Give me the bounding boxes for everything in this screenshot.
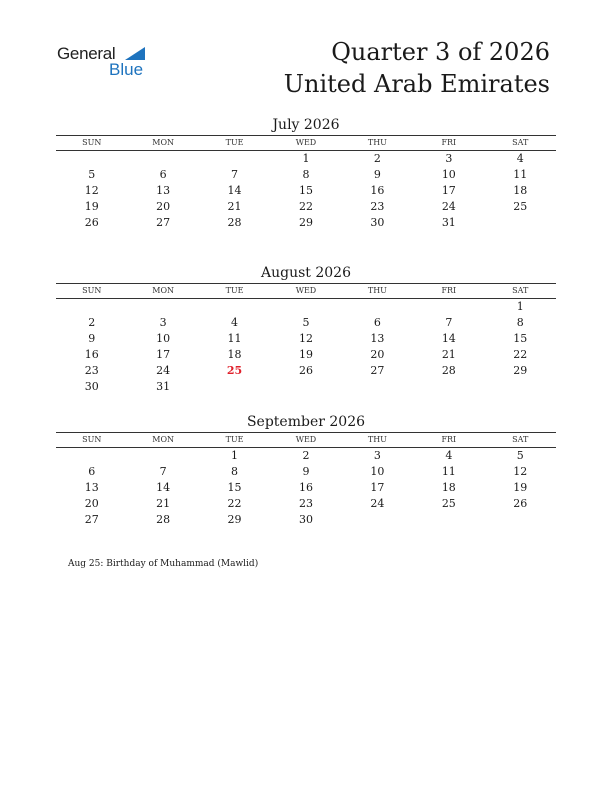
day-cell: 26	[298, 364, 313, 377]
day-cell: 13	[156, 184, 171, 197]
day-cell: 13	[84, 481, 99, 494]
day-cell: 2	[88, 316, 96, 329]
day-cell: 20	[84, 497, 99, 510]
day-cell: 6	[159, 168, 167, 181]
day-cell	[56, 448, 127, 464]
month-title: July 2026	[272, 117, 340, 133]
day-cell: 31	[441, 216, 456, 229]
weekday-label: WED	[295, 286, 317, 295]
day-cell	[56, 151, 127, 167]
day-cell: 2	[302, 449, 310, 462]
day-cell: 16	[370, 184, 385, 197]
day-cell: 11	[513, 168, 528, 181]
day-cell: 12	[298, 332, 313, 345]
day-cell: 22	[513, 348, 528, 361]
day-cell: 7	[231, 168, 239, 181]
week-row	[56, 199, 556, 215]
day-cell	[56, 299, 127, 315]
day-cell	[270, 379, 341, 395]
day-cell	[485, 215, 556, 231]
day-cell	[127, 151, 198, 167]
day-cell	[342, 512, 413, 528]
day-cell: 21	[227, 200, 242, 213]
day-cell: 15	[227, 481, 242, 494]
day-cell: 19	[513, 481, 528, 494]
weekday-header-row	[56, 283, 556, 299]
weekday-label: TUE	[225, 286, 244, 295]
day-cell: 14	[156, 481, 171, 494]
week-row	[56, 151, 556, 167]
week-row	[56, 331, 556, 347]
weekday-label: TUE	[225, 138, 244, 147]
logo-triangle-icon	[125, 47, 145, 60]
day-cell: 7	[159, 465, 167, 478]
day-cell: 6	[88, 465, 96, 478]
day-cell: 20	[370, 348, 385, 361]
day-cell: 8	[516, 316, 524, 329]
month-september	[56, 412, 556, 528]
day-cell: 14	[227, 184, 242, 197]
week-row	[56, 464, 556, 480]
day-cell: 25	[441, 497, 456, 510]
weekday-label: TUE	[225, 435, 244, 444]
day-cell: 20	[156, 200, 171, 213]
day-cell: 1	[231, 449, 239, 462]
weekday-label: WED	[295, 138, 317, 147]
day-cell: 4	[231, 316, 239, 329]
weekday-label: SAT	[512, 435, 529, 444]
week-row	[56, 480, 556, 496]
week-row	[56, 379, 556, 395]
day-cell: 1	[516, 300, 524, 313]
day-cell	[413, 512, 484, 528]
weekday-label: SUN	[82, 435, 102, 444]
day-cell: 24	[370, 497, 385, 510]
day-cell: 30	[84, 380, 99, 393]
day-cell: 19	[84, 200, 99, 213]
day-cell: 4	[516, 152, 524, 165]
weekday-label: THU	[367, 435, 387, 444]
day-cell: 9	[88, 332, 96, 345]
day-cell: 10	[441, 168, 456, 181]
day-cell: 3	[445, 152, 453, 165]
holiday-note: Aug 25: Birthday of Muhammad (Mawlid)	[68, 559, 259, 569]
week-row	[56, 496, 556, 512]
week-row	[56, 215, 556, 231]
day-cell	[127, 448, 198, 464]
week-row	[56, 448, 556, 464]
day-cell: 17	[156, 348, 171, 361]
logo-general-text: General	[57, 44, 116, 63]
day-cell: 22	[298, 200, 313, 213]
day-cell: 21	[441, 348, 456, 361]
weekday-label: SUN	[82, 138, 102, 147]
day-cell: 7	[445, 316, 453, 329]
month-july	[56, 115, 556, 231]
day-cell: 10	[370, 465, 385, 478]
month-august	[56, 263, 556, 395]
day-cell: 21	[156, 497, 171, 510]
day-cell: 28	[156, 513, 171, 526]
day-cell: 26	[84, 216, 99, 229]
page-title	[284, 36, 550, 100]
day-cell: 18	[441, 481, 456, 494]
day-cell: 3	[159, 316, 167, 329]
day-cell: 30	[298, 513, 313, 526]
weekday-label: FRI	[441, 138, 457, 147]
day-cell: 6	[373, 316, 381, 329]
week-row	[56, 363, 556, 379]
day-cell	[485, 379, 556, 395]
day-cell: 25	[513, 200, 528, 213]
day-cell: 23	[298, 497, 313, 510]
day-cell: 29	[298, 216, 313, 229]
weekday-label: THU	[367, 286, 387, 295]
week-row	[56, 167, 556, 183]
day-cell: 15	[513, 332, 528, 345]
week-row	[56, 183, 556, 199]
week-row	[56, 512, 556, 528]
weekday-label: MON	[152, 435, 174, 444]
day-cell: 29	[227, 513, 242, 526]
week-row	[56, 299, 556, 315]
weekday-label: MON	[152, 138, 174, 147]
weekday-label: SAT	[512, 138, 529, 147]
day-cell: 1	[302, 152, 310, 165]
logo-blue-text: Blue	[109, 60, 144, 79]
day-cell: 5	[88, 168, 96, 181]
day-cell: 10	[156, 332, 171, 345]
day-cell: 17	[441, 184, 456, 197]
day-cell: 8	[302, 168, 310, 181]
day-cell: 14	[441, 332, 456, 345]
day-cell: 24	[156, 364, 171, 377]
day-cell: 27	[370, 364, 385, 377]
day-cell: 22	[227, 497, 242, 510]
day-cell: 16	[298, 481, 313, 494]
day-cell: 17	[370, 481, 385, 494]
day-cell: 28	[227, 216, 242, 229]
day-cell: 27	[156, 216, 171, 229]
day-cell	[342, 299, 413, 315]
day-cell: 23	[370, 200, 385, 213]
day-cell	[270, 299, 341, 315]
day-cell: 8	[231, 465, 239, 478]
day-cell: 27	[84, 513, 99, 526]
day-cell: 2	[373, 152, 381, 165]
day-cell: 11	[227, 332, 242, 345]
day-cell	[485, 512, 556, 528]
generalblue-logo	[57, 44, 157, 84]
day-cell	[127, 299, 198, 315]
weekday-label: FRI	[441, 435, 457, 444]
day-cell: 11	[441, 465, 456, 478]
day-cell: 18	[227, 348, 242, 361]
weekday-label: MON	[152, 286, 174, 295]
weekday-label: WED	[295, 435, 317, 444]
day-cell: 12	[513, 465, 528, 478]
day-cell	[199, 299, 270, 315]
day-cell: 23	[84, 364, 99, 377]
weekday-label: SAT	[512, 286, 529, 295]
day-cell: 26	[513, 497, 528, 510]
weekday-header-row	[56, 135, 556, 151]
day-cell: 15	[298, 184, 313, 197]
day-cell: 16	[84, 348, 99, 361]
day-cell	[199, 151, 270, 167]
day-cell: 24	[441, 200, 456, 213]
day-cell: 19	[298, 348, 313, 361]
week-row	[56, 315, 556, 331]
day-cell: 30	[370, 216, 385, 229]
day-cell: 18	[513, 184, 528, 197]
day-cell: 29	[513, 364, 528, 377]
day-cell	[342, 379, 413, 395]
day-cell	[413, 299, 484, 315]
day-cell: 12	[84, 184, 99, 197]
weekday-label: SUN	[82, 286, 102, 295]
day-cell	[413, 379, 484, 395]
holiday-notes	[68, 559, 258, 569]
month-title: August 2026	[261, 265, 351, 281]
day-cell: 3	[373, 449, 381, 462]
title-country: United Arab Emirates	[283, 70, 550, 98]
day-cell: 4	[445, 449, 453, 462]
day-cell: 5	[302, 316, 310, 329]
day-cell: 28	[441, 364, 456, 377]
title-quarter: Quarter 3 of 2026	[331, 38, 550, 66]
day-cell: 25	[226, 364, 243, 377]
day-cell	[199, 379, 270, 395]
weekday-label: THU	[367, 138, 387, 147]
day-cell: 5	[516, 449, 524, 462]
day-cell: 9	[302, 465, 310, 478]
day-cell: 13	[370, 332, 385, 345]
day-cell: 31	[156, 380, 171, 393]
week-row	[56, 347, 556, 363]
weekday-header-row	[56, 432, 556, 448]
day-cell: 9	[373, 168, 381, 181]
month-title: September 2026	[246, 414, 366, 430]
weekday-label: FRI	[441, 286, 457, 295]
